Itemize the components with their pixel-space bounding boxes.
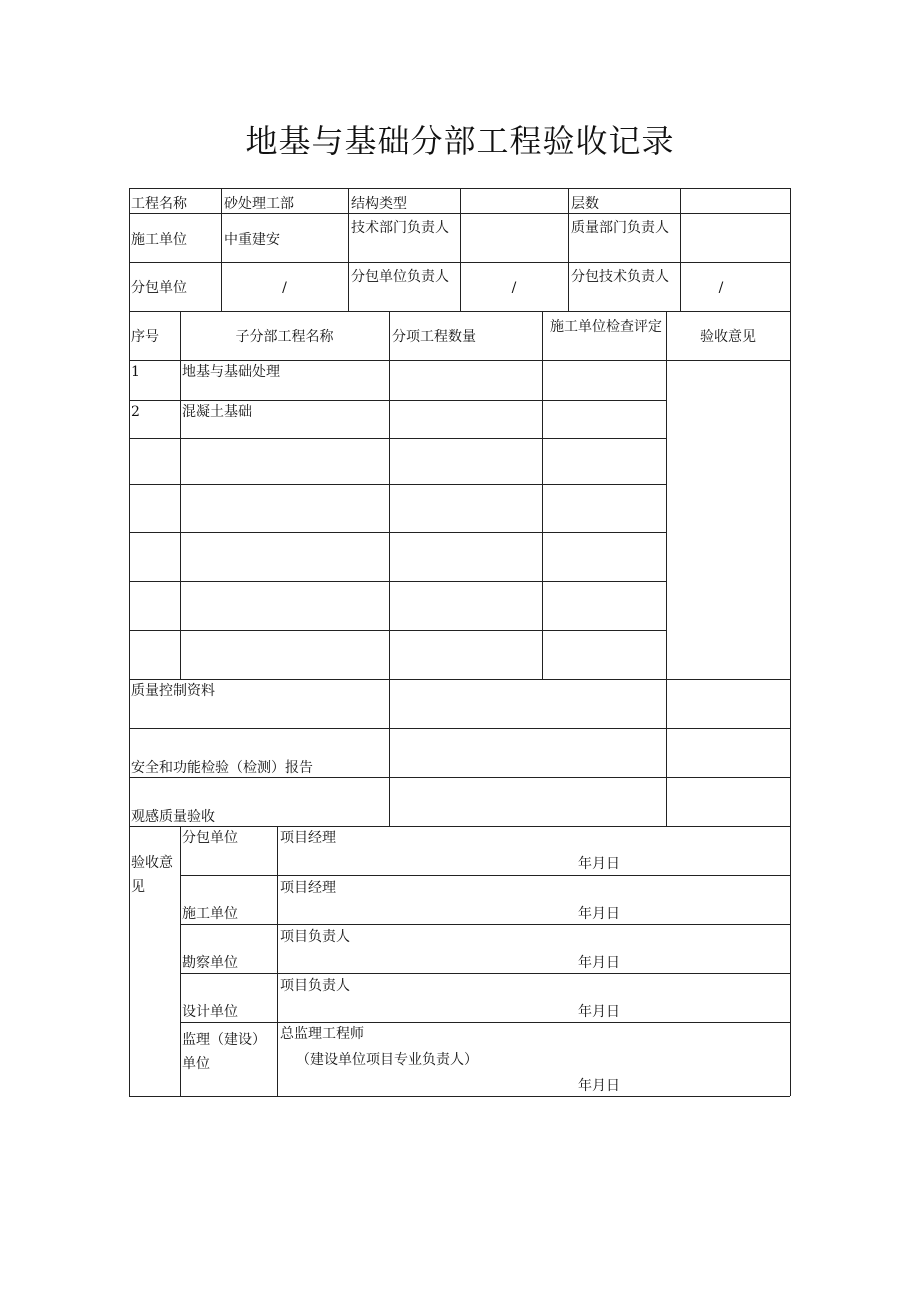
survey-role: 项目负责人 bbox=[280, 929, 350, 945]
grid-line bbox=[180, 1022, 790, 1023]
structure-type-label: 结构类型 bbox=[351, 196, 407, 212]
quality-docs-label: 质量控制资料 bbox=[131, 683, 215, 699]
grid-line bbox=[129, 826, 790, 827]
column-header-seq: 序号 bbox=[131, 329, 159, 345]
grid-line bbox=[129, 777, 790, 778]
grid-line bbox=[348, 188, 349, 311]
supervision-unit-sign-label: 监理（建设）单位 bbox=[182, 1032, 266, 1072]
appearance-label: 观感质量验收 bbox=[131, 809, 215, 825]
grid-line bbox=[129, 484, 666, 485]
survey-date: 年月日 bbox=[578, 955, 620, 971]
grid-line bbox=[180, 826, 181, 1096]
design-date: 年月日 bbox=[578, 1004, 620, 1020]
grid-line bbox=[666, 311, 667, 826]
subcontract-head-value: / bbox=[511, 280, 517, 296]
grid-line bbox=[129, 400, 666, 401]
grid-line bbox=[129, 679, 790, 680]
construction-unit-label: 施工单位 bbox=[131, 232, 187, 248]
row-2-seq: 2 bbox=[131, 404, 140, 420]
grid-line bbox=[129, 630, 666, 631]
table-border-left bbox=[129, 188, 130, 1096]
design-unit-sign-label: 设计单位 bbox=[182, 1004, 238, 1020]
column-header-sub-name: 子分部工程名称 bbox=[235, 329, 334, 345]
grid-line bbox=[129, 311, 790, 312]
subcontract-unit-label: 分包单位 bbox=[131, 280, 187, 296]
grid-line bbox=[180, 973, 790, 974]
grid-line bbox=[129, 532, 666, 533]
grid-line bbox=[129, 360, 790, 361]
supervision-role: 总监理工程师 bbox=[280, 1026, 364, 1042]
floors-label: 层数 bbox=[571, 196, 599, 212]
design-role: 项目负责人 bbox=[280, 978, 350, 994]
grid-line bbox=[277, 826, 278, 1096]
safety-report-label: 安全和功能检验（检测）报告 bbox=[131, 760, 313, 776]
grid-line bbox=[568, 188, 569, 311]
subcontract-unit-sign-label: 分包单位 bbox=[182, 830, 238, 846]
grid-line bbox=[180, 311, 181, 679]
table-border-right bbox=[790, 188, 791, 1096]
subcontract-role: 项目经理 bbox=[280, 830, 336, 846]
subcontract-tech-label: 分包技术负责人 bbox=[571, 269, 669, 285]
grid-line bbox=[180, 924, 790, 925]
construction-unit-value: 中重建安 bbox=[224, 232, 280, 248]
grid-line bbox=[129, 728, 790, 729]
quality-head-label: 质量部门负责人 bbox=[571, 220, 669, 236]
page-title: 地基与基础分部工程验收记录 bbox=[245, 122, 675, 160]
opinion-label: 验收意见 bbox=[131, 855, 173, 895]
grid-line bbox=[129, 438, 666, 439]
column-header-self-check: 施工单位检查评定 bbox=[550, 319, 662, 335]
subcontract-date: 年月日 bbox=[578, 856, 620, 872]
subcontract-head-label: 分包单位负责人 bbox=[351, 269, 449, 285]
subcontract-tech-value: / bbox=[718, 280, 724, 296]
supervision-role-alt: （建设单位项目专业负责人） bbox=[296, 1052, 478, 1068]
construction-unit-sign-label: 施工单位 bbox=[182, 906, 238, 922]
subcontract-unit-value: / bbox=[282, 280, 287, 296]
grid-line bbox=[180, 875, 790, 876]
supervision-date: 年月日 bbox=[578, 1078, 620, 1094]
column-header-acceptance: 验收意见 bbox=[700, 329, 756, 345]
table-border-bottom bbox=[129, 1096, 790, 1097]
row-1-name: 地基与基础处理 bbox=[182, 364, 280, 380]
project-name-value: 砂处理工部 bbox=[224, 196, 294, 212]
survey-unit-sign-label: 勘察单位 bbox=[182, 955, 238, 971]
row-1-seq: 1 bbox=[131, 364, 140, 380]
construction-role: 项目经理 bbox=[280, 880, 336, 896]
project-name-label: 工程名称 bbox=[131, 196, 187, 212]
grid-line bbox=[542, 311, 543, 679]
grid-line bbox=[129, 581, 666, 582]
construction-date: 年月日 bbox=[578, 906, 620, 922]
tech-head-label: 技术部门负责人 bbox=[351, 220, 449, 236]
row-2-name: 混凝土基础 bbox=[182, 404, 252, 420]
grid-line bbox=[389, 311, 390, 826]
column-header-item-count: 分项工程数量 bbox=[392, 329, 476, 345]
